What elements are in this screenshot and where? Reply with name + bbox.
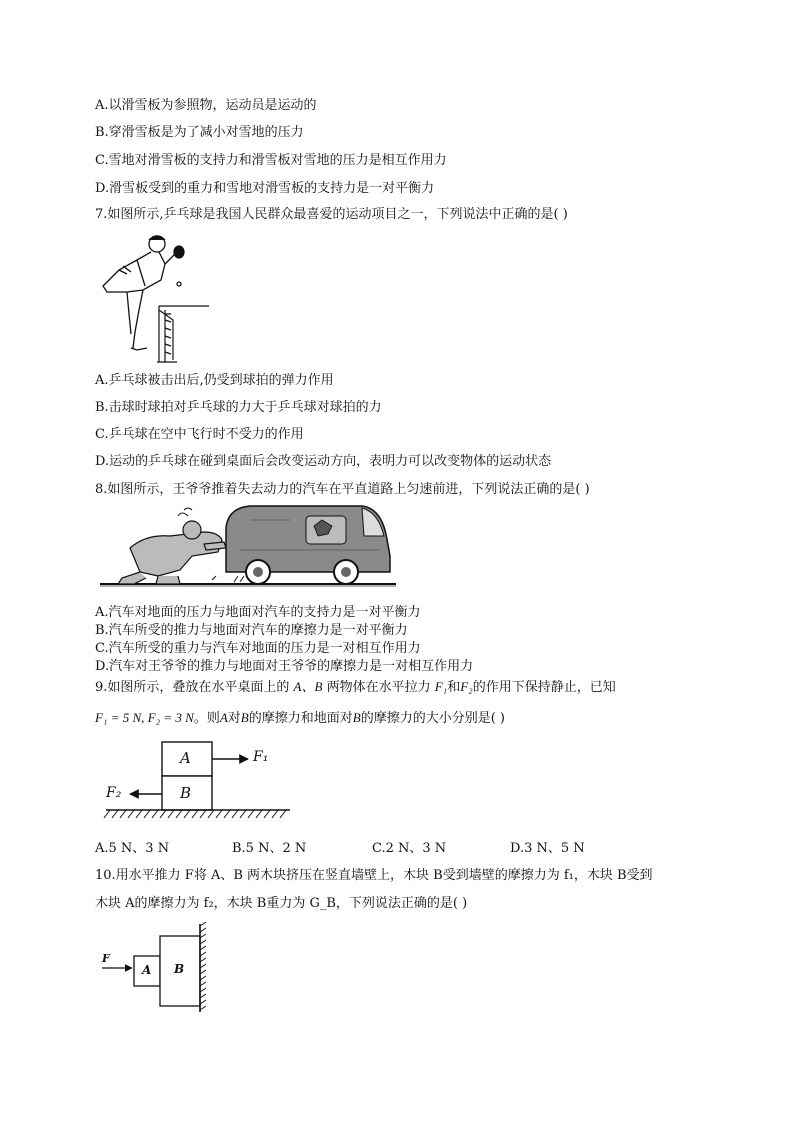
q7-stem: 7.如图所示,乒乓球是我国人民群众最喜爱的运动项目之一，下列说法中正确的是( ): [95, 207, 568, 222]
q9-stem-part2: 两物体在水平拉力: [326, 680, 431, 695]
wall-blocks-figure: [98, 922, 213, 1014]
q9-stem-f2: F₂: [460, 679, 473, 694]
q9-stem-part7: 的摩擦力的大小分别是( ): [360, 711, 505, 726]
block-a-label-q10: A: [142, 963, 152, 977]
q6-option-d: D.滑雪板受到的重力和雪地对滑雪板的支持力是一对平衡力: [95, 181, 435, 196]
q9-stem-ab: A、B: [293, 679, 323, 694]
q9-stem-b: B: [240, 710, 249, 725]
q7-option-b: B.击球时球拍对乒乓球的力大于乒乓球对球拍的力: [95, 400, 382, 415]
q6-option-a: A.以滑雪板为参照物，运动员是运动的: [95, 98, 317, 113]
force-f2-label: F₂: [106, 785, 122, 801]
q9-stem-part4: 。则: [193, 711, 220, 726]
q9-stem-part1: 9.如图所示，叠放在水平桌面上的: [95, 680, 290, 695]
q8-option-b: B.汽车所受的推力与地面对汽车的摩擦力是一对平衡力: [95, 623, 408, 638]
q8-option-d: D.汽车对王爷爷的推力与地面对王爷爷的摩擦力是一对相互作用力: [95, 659, 474, 674]
q9-stem-b2: B: [352, 710, 361, 725]
q6-option-b: B.穿滑雪板是为了减小对雪地的压力: [95, 125, 304, 140]
push-car-figure: [100, 500, 400, 592]
q10-stem-line1: 10.用水平推力 F将 A、B 两木块挤压在竖直墙壁上，木块 B受到墙壁的摩擦力为 f₁，木块 B受到: [95, 868, 653, 883]
q8-stem: 8.如图所示，王爷爷推着失去动力的汽车在平直道路上匀速前进，下列说法正确的是( ): [95, 482, 590, 497]
q9-stem-line1: [95, 678, 616, 696]
q9-option-c: C.2 N、3 N: [372, 841, 447, 856]
q9-stem-line2: [95, 709, 505, 727]
stacked-blocks-figure: [100, 740, 300, 830]
q9-option-a: A.5 N、3 N: [95, 841, 170, 856]
q10-stem-line2: 木块 A的摩擦力为 f₂，木块 B重力为 G_B，下列说法正确的是( ): [95, 896, 468, 911]
block-b-label: B: [180, 784, 192, 802]
q8-option-a: A.汽车对地面的压力与地面对汽车的支持力是一对平衡力: [95, 605, 421, 620]
q9-option-b: B.5 N、2 N: [232, 841, 307, 856]
q9-stem-part3: 的作用下保持静止，已知: [472, 680, 616, 695]
q9-stem-a: A: [219, 710, 228, 725]
force-f1-label: F₁: [253, 749, 269, 765]
q7-option-c: C.乒乓球在空中飞行时不受力的作用: [95, 427, 304, 442]
table-tennis-figure: [97, 230, 212, 365]
block-b-label-q10: B: [174, 962, 185, 976]
block-a-label: A: [180, 749, 191, 767]
q9-option-d: D.3 N、5 N: [510, 841, 585, 856]
q8-option-c: C.汽车所受的重力与汽车对地面的压力是一对相互作用力: [95, 641, 421, 656]
q9-stem-f1: F₁: [434, 679, 448, 694]
q7-option-a: A.乒乓球被击出后,仍受到球拍的弹力作用: [95, 373, 334, 388]
q9-stem-part5: 对: [227, 711, 241, 726]
force-f-label: F: [102, 952, 110, 965]
q7-option-d: D.运动的乒乓球在碰到桌面后会改变运动方向，表明力可以改变物体的运动状态: [95, 454, 552, 469]
q6-option-c: C.雪地对滑雪板的支持力和滑雪板对雪地的压力是相互作用力: [95, 153, 447, 168]
q9-stem-part6: 的摩擦力和地面对: [248, 711, 353, 726]
q9-given-values: F₁ = 5 N, F₂ = 3 N: [95, 710, 194, 725]
q9-stem-and: 和: [447, 680, 461, 695]
